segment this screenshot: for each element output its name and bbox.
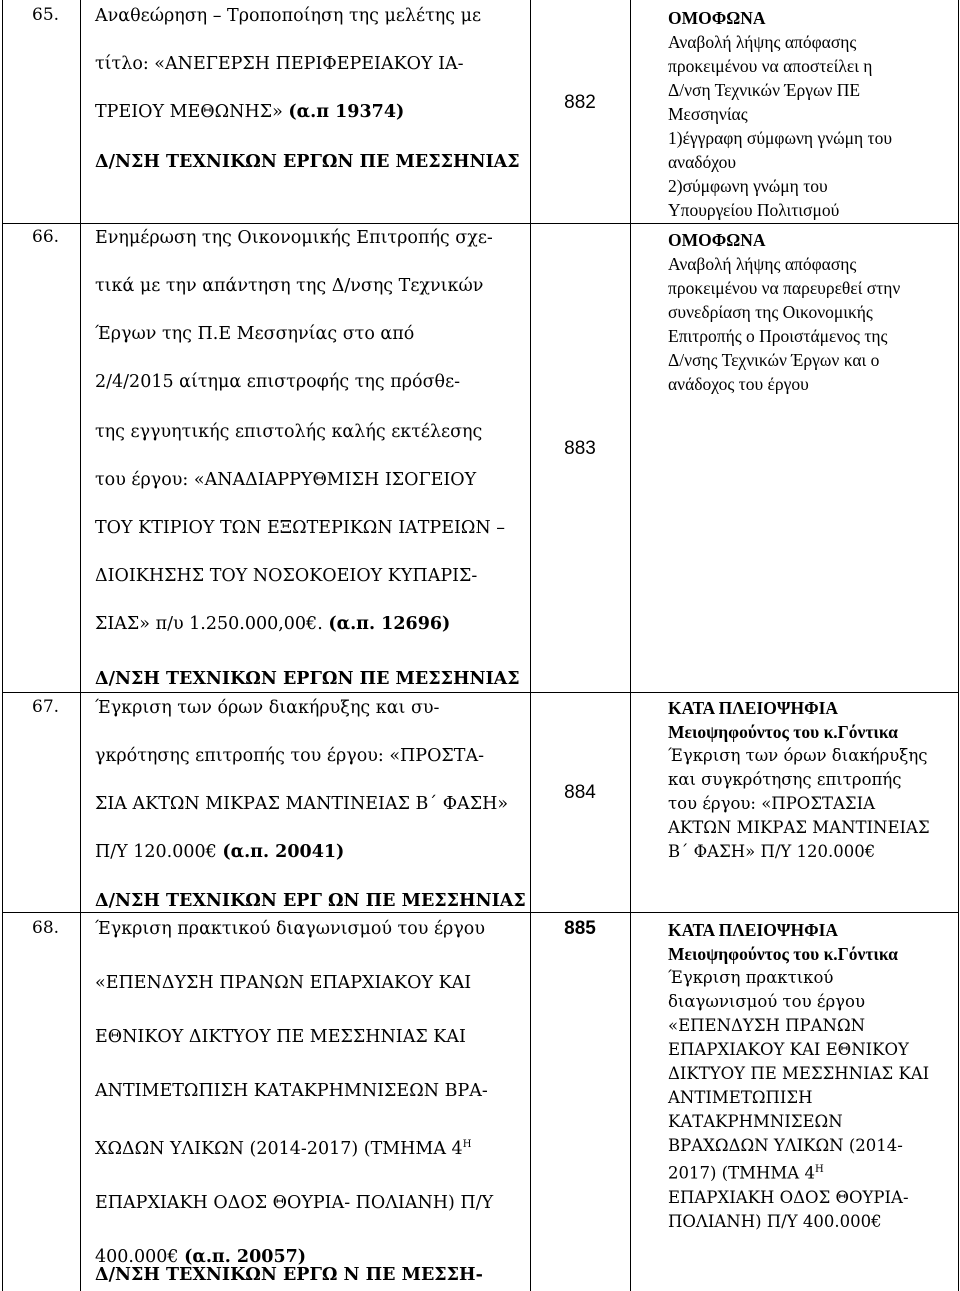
- result-line: 2017) (ΤΜΗΜΑ $4^H$: [668, 1163, 824, 1183]
- result-line: «ΕΠΕΝΔΥΣΗ ΠΡΑΝΩΝ: [668, 1016, 866, 1035]
- column-divider-decision: [630, 0, 631, 1291]
- result-line: ΕΠΑΡΧΙΑΚΟΥ ΚΑΙ ΕΘΝΙΚΟΥ: [668, 1040, 909, 1059]
- description-line: τίτλο: «ΑΝΕΓΕΡΣΗ ΠΕΡΙΦΕΡΕΙΑΚΟΥ ΙΑ-: [95, 54, 464, 74]
- result-line: ΚΑΤΑΚΡΗΜΝΙΣΕΩΝ: [668, 1112, 843, 1131]
- description-line: ΕΠΑΡΧΙΑΚΗ ΟΔΟΣ ΘΟΥΡΙΑ- ΠΟΛΙΑΝΗ) Π/Υ: [95, 1192, 494, 1213]
- result-verdict: ΚΑΤΑ ΠΛΕΙΟΨΗΦΙΑ: [668, 698, 839, 718]
- description-line: 400.000€ (α.π. 20057): [95, 1246, 307, 1267]
- result-line: 2)σύμφωνη γνώμη του: [668, 176, 828, 196]
- result-line: ΠΟΛΙΑΝΗ) Π/Υ 400.000€: [668, 1211, 882, 1231]
- decision-number: 884: [564, 782, 596, 803]
- result-line: ΕΠΑΡΧΙΑΚΗ ΟΔΟΣ ΘΟΥΡΙΑ-: [668, 1187, 909, 1207]
- result-line: ΑΝΤΙΜΕΤΩΠΙΣΗ: [668, 1088, 813, 1107]
- item-number: 68.: [32, 918, 60, 938]
- result-line: Έγκριση πρακτικού: [668, 968, 834, 987]
- result-line: Μεσσηνίας: [668, 104, 748, 124]
- result-line: διαγωνισμού του έργου: [668, 992, 865, 1011]
- description-line: Έγκριση των όρων διακήρυξης και συ-: [95, 698, 440, 718]
- result-line: Δ/νσης Τεχνικών Έργων και ο: [668, 350, 880, 370]
- description-line: 2/4/2015 αίτημα επιστροφής της πρόσθε-: [95, 372, 461, 392]
- description-line: του έργου: «ΑΝΑΔΙΑΡΡΥΘΜΙΣΗ ΙΣΟΓΕΙΟΥ: [95, 470, 477, 490]
- superscript: Η: [814, 1164, 824, 1175]
- item-description: [95, 214, 525, 648]
- result-line: προκειμένου να αποστείλει η: [668, 56, 873, 76]
- result-verdict: ΟΜΟΦΩΝΑ: [668, 8, 766, 28]
- decision-result: [668, 228, 958, 396]
- description-line: ΕΘΝΙΚΟΥ ΔΙΚΤΥΟΥ ΠΕ ΜΕΣΣΗΝΙΑΣ ΚΑΙ: [95, 1027, 466, 1047]
- result-line: Αναβολή λήψης απόφασης: [668, 254, 857, 274]
- description-line: ΑΝΤΙΜΕΤΩΠΙΣΗ ΚΑΤΑΚΡΗΜΝΙΣΕΩΝ ΒΡΑ-: [95, 1081, 488, 1101]
- result-line: 1)έγγραφη σύμφωνη γνώμη του: [668, 128, 892, 148]
- decision-number: 883: [564, 438, 596, 459]
- department-label: Δ/ΝΣΗ ΤΕΧΝΙΚΩΝ ΕΡΓ ΩΝ ΠΕ ΜΕΣΣΗΝΙΑΣ: [95, 891, 526, 911]
- description-line: Έργων της Π.Ε Μεσσηνίας στο από: [95, 324, 415, 344]
- result-dissent: Μειοψηφούντος του κ.Γόντικα: [668, 944, 898, 964]
- result-line: Έγκριση των όρων διακήρυξης: [668, 746, 928, 765]
- description-line: γκρότησης επιτροπής του έργου: «ΠΡΟΣΤΑ-: [95, 746, 485, 766]
- decision-number: 885: [564, 918, 596, 939]
- result-line: ΒΡΑΧΩΔΩΝ ΥΛΙΚΩΝ (2014-: [668, 1136, 903, 1155]
- result-line: αναδόχου: [668, 152, 737, 172]
- item-number: 66.: [32, 227, 60, 247]
- result-line: συνεδρίαση της Οικονομικής: [668, 302, 873, 322]
- result-verdict: ΟΜΟΦΩΝΑ: [668, 230, 766, 250]
- description-line: Αναθεώρηση – Τροποποίηση της μελέτης με: [95, 6, 482, 26]
- item-description: [95, 0, 525, 136]
- description-line: Έγκριση πρακτικού διαγωνισμού του έργου: [95, 919, 485, 939]
- decision-result: [668, 6, 958, 222]
- description-line: ΣΙΑ ΑΚΤΩΝ ΜΙΚΡΑΣ ΜΑΝΤΙΝΕΙΑΣ Β΄ ΦΑΣΗ»: [95, 794, 509, 814]
- result-line: του έργου: «ΠΡΟΣΤΑΣΙΑ: [668, 794, 876, 813]
- department-label: Δ/ΝΣΗ ΤΕΧΝΙΚΩΝ ΕΡΓΩ Ν ΠΕ ΜΕΣΣΗ-: [95, 1265, 483, 1285]
- result-line: Δ/νση Τεχνικών Έργων ΠΕ: [668, 80, 861, 100]
- item-number: 65.: [32, 5, 60, 25]
- item-description: [95, 684, 525, 876]
- result-line: Επιτροπής ο Προιστάμενος της: [668, 326, 888, 346]
- column-divider-number: [80, 0, 81, 1291]
- description-line: ΔΙΟΙΚΗΣΗΣ ΤΟΥ ΝΟΣΟΚΟΕΙΟΥ ΚΥΠΑΡΙΣ-: [95, 566, 478, 586]
- result-line: ΑΚΤΩΝ ΜΙΚΡΑΣ ΜΑΝΤΙΝΕΙΑΣ: [668, 818, 930, 837]
- item-number: 67.: [32, 697, 60, 717]
- result-line: και συγκρότησης επιτροπής: [668, 770, 902, 789]
- decision-result: [668, 696, 958, 864]
- description-line: ΤΡΕΙΟΥ ΜΕΘΩΝΗΣ» (α.π 19374): [95, 102, 405, 122]
- result-line: ΔΙΚΤΥΟΥ ΠΕ ΜΕΣΣΗΝΙΑΣ ΚΑΙ: [668, 1064, 930, 1083]
- item-description: [95, 905, 525, 1281]
- result-line: Β΄ ΦΑΣΗ» Π/Υ 120.000€: [668, 842, 876, 861]
- result-line: Αναβολή λήψης απόφασης: [668, 32, 857, 52]
- table-border-left: [2, 0, 3, 1291]
- description-line: «ΕΠΕΝΔΥΣΗ ΠΡΑΝΩΝ ΕΠΑΡΧΙΑΚΟΥ ΚΑΙ: [95, 973, 472, 993]
- department-label: Δ/ΝΣΗ ΤΕΧΝΙΚΩΝ ΕΡΓΩΝ ΠΕ ΜΕΣΣΗΝΙΑΣ: [95, 152, 520, 172]
- description-line: ΣΙΑΣ» π/υ 1.250.000,00€. (α.π. 12696): [95, 614, 451, 634]
- result-line: ανάδοχος του έργου: [668, 374, 809, 394]
- description-line: ΧΩΔΩΝ ΥΛΙΚΩΝ (2014-2017) (ΤΜΗΜΑ $4^H$: [95, 1138, 472, 1159]
- superscript: Η: [462, 1139, 472, 1150]
- department-label: Δ/ΝΣΗ ΤΕΧΝΙΚΩΝ ΕΡΓΩΝ ΠΕ ΜΕΣΣΗΝΙΑΣ: [95, 669, 520, 689]
- result-line: προκειμένου να παρευρεθεί στην: [668, 278, 901, 298]
- result-dissent: Μειοψηφούντος του κ.Γόντικα: [668, 722, 898, 742]
- description-line: της εγγυητικής επιστολής καλής εκτέλεσης: [95, 422, 483, 442]
- description-line: τικά με την απάντηση της Δ/νσης Τεχνικών: [95, 276, 484, 296]
- description-line: Ενημέρωση της Οικονομικής Επιτροπής σχε-: [95, 228, 493, 248]
- result-verdict: ΚΑΤΑ ΠΛΕΙΟΨΗΦΙΑ: [668, 920, 839, 940]
- column-divider-description: [530, 0, 531, 1291]
- description-line: Π/Υ 120.000€ (α.π. 20041): [95, 842, 345, 862]
- result-line: Υπουργείου Πολιτισμού: [668, 200, 840, 220]
- description-line: ΤΟΥ ΚΤΙΡΙΟΥ ΤΩΝ ΕΞΩΤΕΡΙΚΩΝ ΙΑΤΡΕΙΩΝ –: [95, 518, 506, 538]
- table-border-right: [958, 0, 959, 1291]
- decision-result: [668, 918, 958, 1234]
- decision-number: 882: [564, 92, 596, 113]
